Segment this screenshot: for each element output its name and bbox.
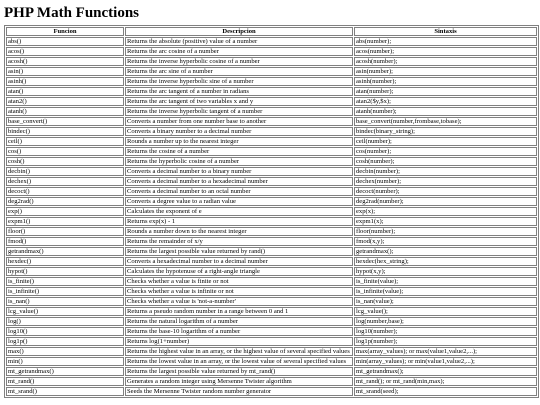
description-cell: Returns exp(x) - 1 xyxy=(125,217,353,226)
description-cell: Converts a decimal number to a binary number xyxy=(125,167,353,176)
syntax-cell: cos(number); xyxy=(354,147,537,156)
function-name-cell: decoct() xyxy=(6,187,124,196)
table-row xyxy=(6,57,537,66)
description-cell: Checks whether a value is finite or not xyxy=(125,277,353,286)
function-name-cell: expm1() xyxy=(6,217,124,226)
header-syntax: Sintaxis xyxy=(354,27,537,36)
function-name-cell: cosh() xyxy=(6,157,124,166)
function-name-cell: asin() xyxy=(6,67,124,76)
description-cell: Calculates the exponent of e xyxy=(125,207,353,216)
syntax-cell: asinh(number); xyxy=(354,77,537,86)
syntax-cell: mt_getrandmax(); xyxy=(354,367,537,376)
description-cell: Returns the remainder of x/y xyxy=(125,237,353,246)
table-row xyxy=(6,297,537,306)
table-row xyxy=(6,287,537,296)
function-name-cell: deg2rad() xyxy=(6,197,124,206)
table-row xyxy=(6,137,537,146)
description-cell: Converts a hexadecimal number to a decimal number xyxy=(125,257,353,266)
table-row xyxy=(6,177,537,186)
syntax-cell: decoct(number); xyxy=(354,187,537,196)
syntax-cell: max(array_values); or max(value1,value2,...); xyxy=(354,347,537,356)
table-row xyxy=(6,157,537,166)
syntax-cell: min(array_values); or min(value1,value2,...); xyxy=(354,357,537,366)
description-cell: Checks whether a value is infinite or not xyxy=(125,287,353,296)
function-name-cell: mt_rand() xyxy=(6,377,124,386)
function-name-cell: mt_srand() xyxy=(6,387,124,396)
table-row xyxy=(6,197,537,206)
description-cell: Returns the lowest value in an array, or the lowest value of several specified values xyxy=(125,357,353,366)
syntax-cell: abs(number); xyxy=(354,37,537,46)
function-name-cell: log1p() xyxy=(6,337,124,346)
description-cell: Returns the highest value in an array, or the highest value of several specified values xyxy=(125,347,353,356)
description-cell: Seeds the Mersenne Twister random number generator xyxy=(125,387,353,396)
syntax-cell: acosh(number); xyxy=(354,57,537,66)
table-row xyxy=(6,97,537,106)
description-cell: Converts a decimal number to a hexadecimal number xyxy=(125,177,353,186)
table-row xyxy=(6,147,537,156)
syntax-cell: is_finite(value); xyxy=(354,277,537,286)
function-name-cell: hexdec() xyxy=(6,257,124,266)
function-name-cell: is_finite() xyxy=(6,277,124,286)
syntax-cell: lcg_value(); xyxy=(354,307,537,316)
function-name-cell: base_convert() xyxy=(6,117,124,126)
function-name-cell: is_infinite() xyxy=(6,287,124,296)
page-title: PHP Math Functions xyxy=(4,5,140,21)
description-cell: Returns a pseudo random number in a range between 0 and 1 xyxy=(125,307,353,316)
function-name-cell: cos() xyxy=(6,147,124,156)
description-cell: Returns the absolute (positive) value of a number xyxy=(125,37,353,46)
function-name-cell: hypot() xyxy=(6,267,124,276)
syntax-cell: atan2($y,$x); xyxy=(354,97,537,106)
function-name-cell: log10() xyxy=(6,327,124,336)
table-row xyxy=(6,337,537,346)
syntax-cell: deg2rad(number); xyxy=(354,197,537,206)
syntax-cell: atanh(number); xyxy=(354,107,537,116)
description-cell: Returns the arc tangent of two variables x and y xyxy=(125,97,353,106)
function-name-cell: ceil() xyxy=(6,137,124,146)
description-cell: Rounds a number up to the nearest integer xyxy=(125,137,353,146)
table-row xyxy=(6,357,537,366)
description-cell: Returns the inverse hyperbolic cosine of a number xyxy=(125,57,353,66)
function-name-cell: acosh() xyxy=(6,57,124,66)
description-cell: Returns the base-10 logarithm of a number xyxy=(125,327,353,336)
description-cell: Generates a random integer using Mersenne Twister algorithm xyxy=(125,377,353,386)
syntax-cell: mt_rand(); or mt_rand(min,max); xyxy=(354,377,537,386)
function-name-cell: dechex() xyxy=(6,177,124,186)
table-row xyxy=(6,67,537,76)
syntax-cell: ceil(number); xyxy=(354,137,537,146)
description-cell: Converts a number from one number base to another xyxy=(125,117,353,126)
table-row xyxy=(6,107,537,116)
description-cell: Returns the largest possible value returned by rand() xyxy=(125,247,353,256)
function-name-cell: atan() xyxy=(6,87,124,96)
syntax-cell: exp(x); xyxy=(354,207,537,216)
function-name-cell: mt_getrandmax() xyxy=(6,367,124,376)
syntax-cell: log1p(number); xyxy=(354,337,537,346)
description-cell: Checks whether a value is 'not-a-number' xyxy=(125,297,353,306)
table-row xyxy=(6,317,537,326)
table-row xyxy=(6,327,537,336)
description-cell: Returns log(1+number) xyxy=(125,337,353,346)
table-row xyxy=(6,257,537,266)
syntax-cell: fmod(x,y); xyxy=(354,237,537,246)
function-name-cell: acos() xyxy=(6,47,124,56)
table-row xyxy=(6,377,537,386)
description-cell: Returns the arc sine of a number xyxy=(125,67,353,76)
table-row xyxy=(6,347,537,356)
description-cell: Converts a decimal number to an octal number xyxy=(125,187,353,196)
function-name-cell: asinh() xyxy=(6,77,124,86)
table-row xyxy=(6,47,537,56)
description-cell: Converts a degree value to a radian value xyxy=(125,197,353,206)
table-row xyxy=(6,217,537,226)
syntax-cell: acos(number); xyxy=(354,47,537,56)
syntax-cell: mt_srand(seed); xyxy=(354,387,537,396)
table-header-row xyxy=(6,27,537,36)
function-name-cell: getrandmax() xyxy=(6,247,124,256)
table-row xyxy=(6,277,537,286)
table-row xyxy=(6,227,537,236)
description-cell: Returns the inverse hyperbolic sine of a number xyxy=(125,77,353,86)
table-row xyxy=(6,237,537,246)
table-row xyxy=(6,267,537,276)
function-name-cell: decbin() xyxy=(6,167,124,176)
syntax-cell: asin(number); xyxy=(354,67,537,76)
syntax-cell: getrandmax(); xyxy=(354,247,537,256)
function-name-cell: exp() xyxy=(6,207,124,216)
function-name-cell: fmod() xyxy=(6,237,124,246)
function-name-cell: atanh() xyxy=(6,107,124,116)
description-cell: Returns the natural logarithm of a number xyxy=(125,317,353,326)
table-row xyxy=(6,367,537,376)
function-name-cell: atan2() xyxy=(6,97,124,106)
syntax-cell: cosh(number); xyxy=(354,157,537,166)
syntax-cell: is_infinite(value); xyxy=(354,287,537,296)
header-description: Descripcion xyxy=(125,27,353,36)
syntax-cell: hypot(x,y); xyxy=(354,267,537,276)
table-row xyxy=(6,307,537,316)
syntax-cell: floor(number); xyxy=(354,227,537,236)
function-name-cell: max() xyxy=(6,347,124,356)
table-row xyxy=(6,87,537,96)
header-function: Funcion xyxy=(6,27,124,36)
syntax-cell: decbin(number); xyxy=(354,167,537,176)
table-row xyxy=(6,207,537,216)
function-name-cell: min() xyxy=(6,357,124,366)
table-row xyxy=(6,387,537,396)
description-cell: Converts a binary number to a decimal number xyxy=(125,127,353,136)
description-cell: Returns the arc tangent of a number in radians xyxy=(125,87,353,96)
function-name-cell: bindec() xyxy=(6,127,124,136)
description-cell: Returns the cosine of a number xyxy=(125,147,353,156)
syntax-cell: hexdec(hex_string); xyxy=(354,257,537,266)
syntax-cell: bindec(binary_string); xyxy=(354,127,537,136)
syntax-cell: log10(number); xyxy=(354,327,537,336)
syntax-cell: atan(number); xyxy=(354,87,537,96)
function-name-cell: log() xyxy=(6,317,124,326)
function-name-cell: lcg_value() xyxy=(6,307,124,316)
syntax-cell: base_convert(number,frombase,tobase); xyxy=(354,117,537,126)
description-cell: Calculates the hypotenuse of a right-angle triangle xyxy=(125,267,353,276)
functions-table xyxy=(4,25,539,398)
table-row xyxy=(6,167,537,176)
syntax-cell: is_nan(value); xyxy=(354,297,537,306)
syntax-cell: log(number,base); xyxy=(354,317,537,326)
syntax-cell: dechex(number); xyxy=(354,177,537,186)
table-row xyxy=(6,187,537,196)
table-row xyxy=(6,247,537,256)
description-cell: Returns the inverse hyperbolic tangent of a number xyxy=(125,107,353,116)
function-name-cell: abs() xyxy=(6,37,124,46)
table-row xyxy=(6,37,537,46)
description-cell: Returns the largest possible value returned by mt_rand() xyxy=(125,367,353,376)
table-row xyxy=(6,117,537,126)
description-cell: Returns the arc cosine of a number xyxy=(125,47,353,56)
table-row xyxy=(6,127,537,136)
table-row xyxy=(6,77,537,86)
function-name-cell: floor() xyxy=(6,227,124,236)
description-cell: Returns the hyperbolic cosine of a number xyxy=(125,157,353,166)
syntax-cell: expm1(x); xyxy=(354,217,537,226)
description-cell: Rounds a number down to the nearest integer xyxy=(125,227,353,236)
function-name-cell: is_nan() xyxy=(6,297,124,306)
